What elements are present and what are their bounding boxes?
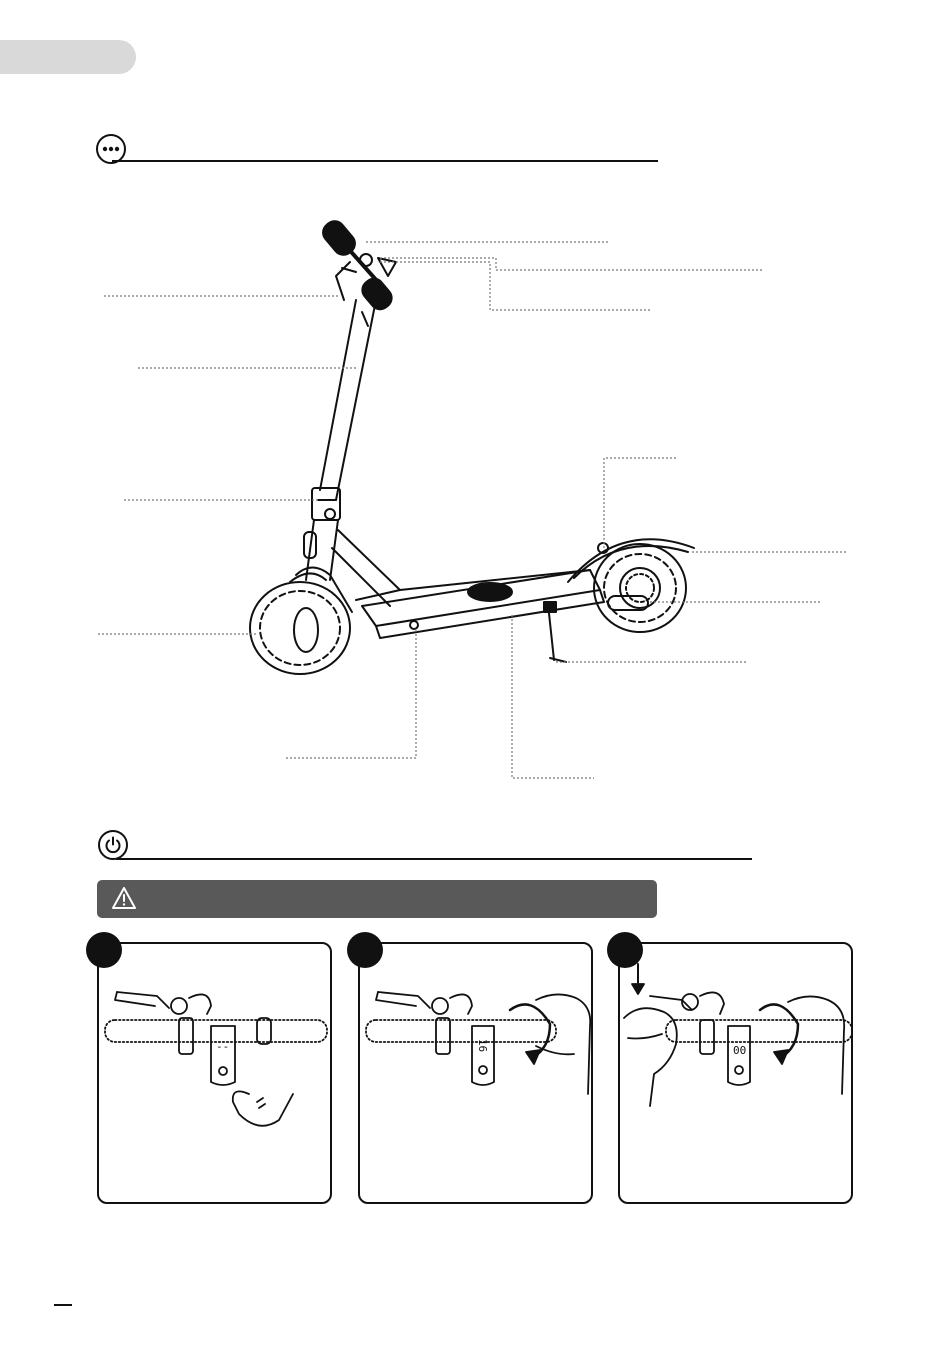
- warning-bar: [97, 880, 657, 918]
- section-divider: [116, 858, 752, 860]
- section-divider: [112, 160, 658, 162]
- section-tab: [0, 40, 136, 74]
- display-readout: 16: [476, 1038, 490, 1053]
- step-badge-3: [607, 932, 643, 968]
- callout-deck: [512, 615, 594, 778]
- callout-rear-brake: [604, 458, 678, 548]
- step-badge-1: [86, 932, 122, 968]
- step-panel-2: [358, 942, 593, 1204]
- warning-triangle-icon: [111, 886, 137, 910]
- scooter-diagram: [0, 200, 950, 800]
- brake-lever-illustration: [620, 944, 853, 1204]
- step-badge-2: [347, 932, 383, 968]
- page-number-mark: [54, 1304, 72, 1306]
- callout-display: [380, 258, 764, 270]
- twist-throttle-illustration: [360, 944, 593, 1204]
- display-readout: --: [216, 1040, 230, 1053]
- callout-charging-port: [286, 630, 416, 758]
- power-icon: [98, 830, 128, 860]
- callout-throttle: [380, 262, 650, 310]
- press-power-button-illustration: [99, 944, 332, 1204]
- display-readout: 00: [733, 1044, 747, 1057]
- step-panel-3: [618, 942, 853, 1204]
- step-panel-1: [97, 942, 332, 1204]
